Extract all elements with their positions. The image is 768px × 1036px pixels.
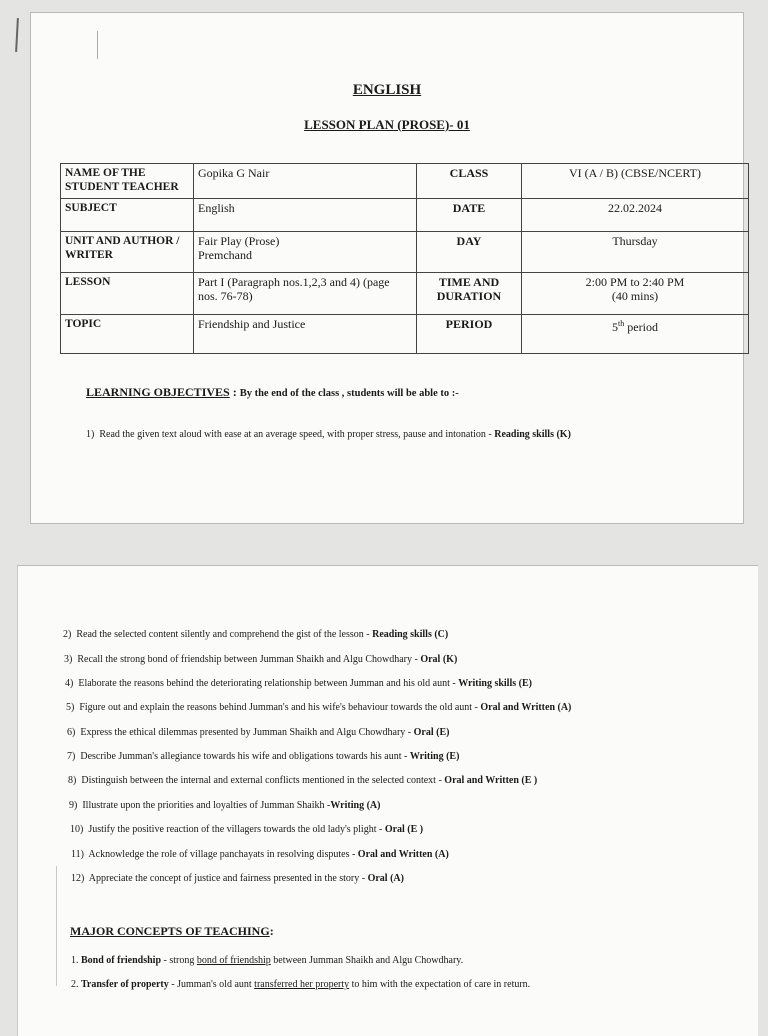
objective-item: [71, 849, 449, 860]
subject-value: English: [194, 199, 417, 232]
concept-underlined: transferred her property: [254, 979, 350, 990]
objective-item: [70, 824, 423, 835]
topic-value: Friendship and Justice: [194, 315, 417, 354]
table-row: [61, 164, 749, 199]
objective-text: Recall the strong bond of friendship between Jumman Shaikh and Algu Chowdhary -: [77, 654, 421, 665]
major-concepts-heading: [70, 924, 274, 939]
objective-item: [68, 775, 537, 786]
objective-skill: Writing (A): [330, 800, 381, 811]
objective-item: [71, 873, 404, 884]
table-row: [61, 273, 749, 315]
concept-item: [71, 955, 463, 966]
objective-skill: Writing skills (E): [458, 678, 532, 689]
topic-label: TOPIC: [61, 315, 194, 354]
concept-title: Transfer of property: [81, 979, 169, 990]
objective-text: Illustrate upon the priorities and loyalties of Jumman Shaikh -: [82, 800, 331, 811]
objective-skill: Oral and Written (A): [480, 702, 572, 713]
concepts-heading-colon: :: [269, 924, 274, 938]
objective-number: 9): [69, 800, 78, 811]
period-word: period: [624, 320, 658, 334]
period-label: PERIOD: [417, 315, 522, 354]
name-value: Gopika G Nair: [194, 164, 417, 199]
objective-skill: Oral and Written (E ): [444, 775, 538, 786]
objective-text: Justify the positive reaction of the villagers towards the old lady's plight -: [88, 824, 385, 835]
date-value: 22.02.2024: [522, 199, 749, 232]
objectives-heading-text: LEARNING OBJECTIVES: [86, 385, 230, 399]
unit-label: UNIT AND AUTHOR / WRITER: [61, 232, 194, 273]
objective-skill: Oral (K): [420, 654, 458, 665]
objective-skill: Reading skills (K): [494, 429, 571, 440]
objective-text: Acknowledge the role of village panchayats in resolving disputes -: [88, 849, 358, 860]
objective-number: 8): [68, 775, 77, 786]
objective-text: Read the given text aloud with ease at an average speed, with proper stress, pause and intonation -: [99, 429, 495, 440]
objective-number: 4): [65, 678, 74, 689]
objective-text: Figure out and explain the reasons behind Jumman's and his wife's behaviour towards the old aunt -: [79, 702, 481, 713]
objective-text: Appreciate the concept of justice and fairness presented in the story -: [88, 873, 368, 884]
concepts-heading-text: MAJOR CONCEPTS OF TEACHING: [70, 924, 270, 938]
time-value: [522, 273, 749, 315]
objective-number: 5): [66, 702, 75, 713]
lesson-value: Part I (Paragraph nos.1,2,3 and 4) (page nos. 76-78): [194, 273, 417, 315]
objectives-intro: By the end of the class , students will be able to :-: [239, 388, 459, 399]
table-row: [61, 199, 749, 232]
lesson-info-table: [60, 163, 749, 354]
objective-skill: Oral (E): [413, 727, 450, 738]
day-value: Thursday: [522, 232, 749, 273]
objective-text: Distinguish between the internal and external conflicts mentioned in the selected context -: [81, 775, 445, 786]
document-page-1: [30, 12, 744, 524]
objective-skill: Oral (A): [367, 873, 404, 884]
concept-number: 1.: [71, 955, 79, 966]
concept-pre: - strong: [161, 955, 197, 966]
objective-text: Elaborate the reasons behind the deteriorating relationship between Jumman and his old aunt -: [78, 678, 459, 689]
objective-number: 6): [67, 727, 76, 738]
objective-item: [66, 702, 571, 713]
class-label: CLASS: [417, 164, 522, 199]
scan-mark: [15, 18, 19, 52]
objective-text: Read the selected content silently and comprehend the gist of the lesson -: [76, 629, 373, 640]
objective-item: [64, 654, 457, 665]
objective-number: 3): [64, 654, 73, 665]
concept-title: Bond of friendship: [81, 955, 162, 966]
unit-title: Fair Play (Prose): [198, 234, 280, 248]
document-page-2: [17, 565, 758, 1036]
concept-pre: - Jumman's old aunt: [168, 979, 255, 990]
objective-skill: Oral and Written (A): [357, 849, 449, 860]
objective-skill: Reading skills (C): [372, 629, 449, 640]
table-row: [61, 232, 749, 273]
period-ordinal: th: [618, 319, 625, 328]
objective-number: 1): [86, 429, 95, 440]
objective-item: [65, 678, 532, 689]
period-value: [522, 315, 749, 354]
objective-item: [67, 727, 449, 738]
class-value: VI (A / B) (CBSE/NCERT): [522, 164, 749, 199]
name-label: NAME OF THE STUDENT TEACHER: [61, 164, 194, 199]
objective-item: [86, 429, 571, 440]
page-edge-line: [97, 31, 98, 59]
document-title: ENGLISH: [352, 82, 422, 98]
concept-underlined: bond of friendship: [196, 955, 271, 966]
objective-skill: Writing (E): [409, 751, 460, 762]
subject-label: SUBJECT: [61, 199, 194, 232]
learning-objectives-heading: [86, 385, 459, 400]
day-label: DAY: [417, 232, 522, 273]
table-row: [61, 315, 749, 354]
objective-number: 10): [70, 824, 84, 835]
lesson-label: LESSON: [61, 273, 194, 315]
objective-number: 7): [67, 751, 76, 762]
objective-number: 12): [71, 873, 85, 884]
concept-post: to him with the expectation of care in return.: [349, 979, 531, 990]
unit-value: [194, 232, 417, 273]
objective-number: 2): [63, 629, 72, 640]
concept-post: between Jumman Shaikh and Algu Chowdhary.: [270, 955, 464, 966]
objective-skill: Oral (E ): [384, 824, 424, 835]
time-label: TIME AND DURATION: [417, 273, 522, 315]
objective-item: [67, 751, 459, 762]
concept-item: [71, 979, 530, 990]
date-label: DATE: [417, 199, 522, 232]
lesson-plan-title: LESSON PLAN (PROSE)- 01: [304, 117, 470, 132]
unit-author: Premchand: [198, 248, 252, 262]
objective-text: Express the ethical dilemmas presented by Jumman Shaikh and Algu Chowdhary -: [80, 727, 414, 738]
objective-item: [69, 800, 380, 811]
objective-text: Describe Jumman's allegiance towards his wife and obligations towards his aunt -: [80, 751, 410, 762]
concept-number: 2.: [71, 979, 79, 990]
objective-number: 11): [71, 849, 84, 860]
page-margin-line: [56, 866, 57, 986]
time-range: 2:00 PM to 2:40 PM: [585, 275, 685, 289]
objectives-heading-sep: :: [229, 385, 240, 399]
period-number: 5: [612, 320, 619, 334]
objective-item: [63, 629, 448, 640]
time-duration: (40 mins): [611, 289, 659, 303]
